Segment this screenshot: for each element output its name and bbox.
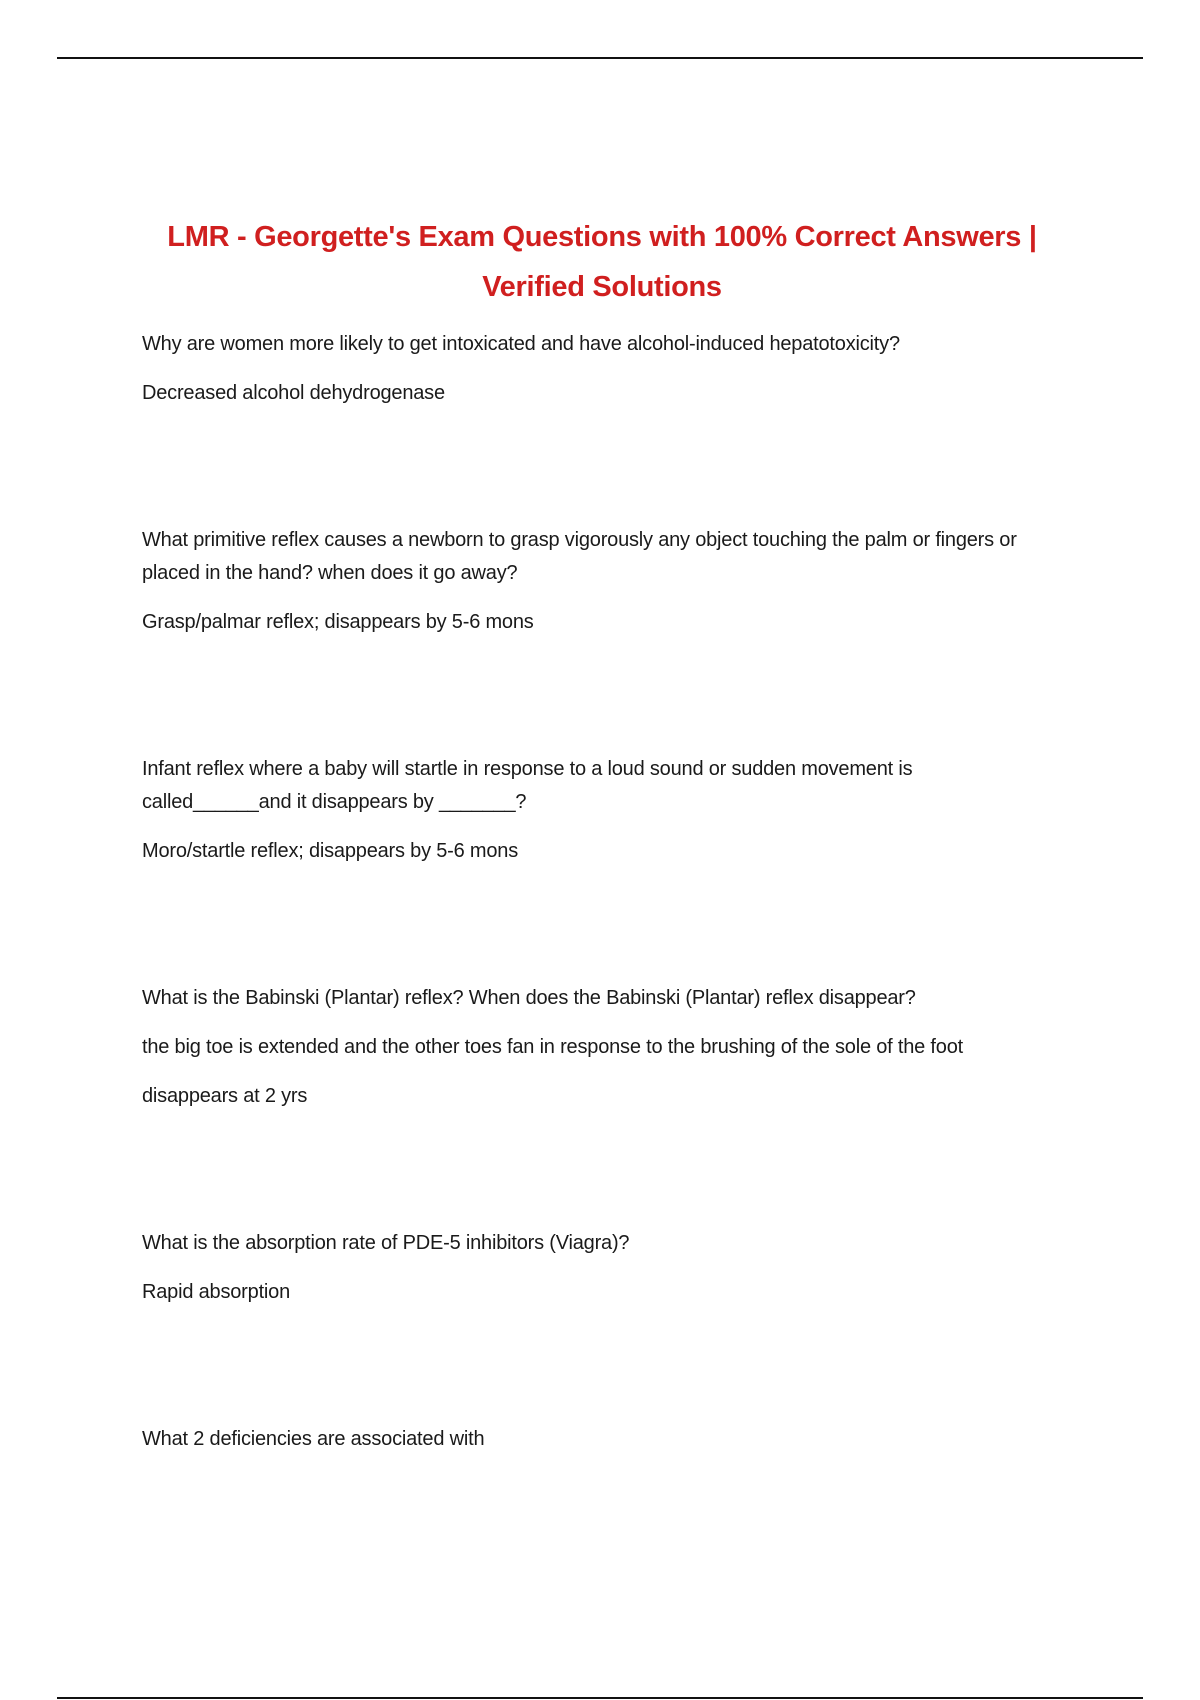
answer-text: Decreased alcohol dehydrogenase [142, 382, 445, 404]
question-text: Infant reflex where a baby will startle in response to a loud sound or sudden movement is called______and it disappears by _______? [142, 758, 913, 813]
document-body [142, 212, 1062, 1456]
answer-text: Moro/startle reflex; disappears by 5-6 mons [142, 840, 519, 862]
question-text: Why are women more likely to get intoxicated and have alcohol-induced hepatotoxicity? [142, 333, 900, 355]
qa-item [142, 1227, 1062, 1309]
answer-text: the big toe is extended and the other toes fan in response to the brushing of the sole of the foot [142, 1036, 963, 1058]
qa-item [142, 1423, 1062, 1456]
qa-item [142, 328, 1062, 410]
header-rule [57, 57, 1143, 59]
question-text: What primitive reflex causes a newborn to grasp vigorously any object touching the palm or fingers or placed in the hand? when does it go away? [142, 529, 1017, 584]
qa-item [142, 524, 1062, 639]
answer-text: Rapid absorption [142, 1281, 291, 1303]
document-title: LMR - Georgette's Exam Questions with 100% Correct Answers | Verified Solutions [167, 221, 1037, 303]
question-text: What is the Babinski (Plantar) reflex? When does the Babinski (Plantar) reflex disappear? [142, 987, 916, 1009]
answer-text: Grasp/palmar reflex; disappears by 5-6 mons [142, 611, 534, 633]
question-text: What 2 deficiencies are associated with [142, 1428, 485, 1450]
question-text: What is the absorption rate of PDE-5 inhibitors (Viagra)? [142, 1232, 630, 1254]
qa-item [142, 982, 1062, 1113]
footer-rule [57, 1697, 1143, 1699]
answer-text: disappears at 2 yrs [142, 1085, 308, 1107]
qa-item [142, 753, 1062, 868]
